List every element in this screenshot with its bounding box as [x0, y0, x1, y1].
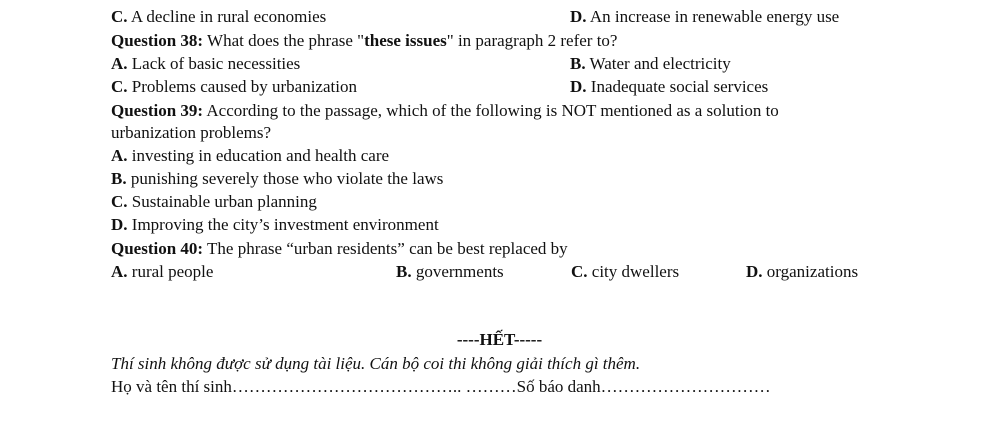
question-label: Question 38: — [111, 31, 204, 50]
option-text: organizations — [766, 262, 859, 281]
q40-stem — [111, 238, 568, 260]
exam-note: Thí sinh không được sử dụng tài liệu. Cán bộ coi thi không giải thích gì thêm. — [111, 354, 641, 373]
option-letter: C. — [571, 262, 588, 281]
option-letter: A. — [111, 146, 128, 165]
stem-emphasis: these issues — [364, 31, 447, 50]
q37-option-d — [570, 6, 839, 28]
q38-option-b — [570, 53, 731, 75]
option-letter: D. — [570, 77, 587, 96]
stem-text-before: What does the phrase " — [207, 31, 365, 50]
q39-option-a — [111, 145, 389, 167]
q39-option-d — [111, 214, 439, 236]
q39-option-b — [111, 168, 443, 190]
option-text: punishing severely those who violate the laws — [130, 169, 444, 188]
q39-stem-line2 — [111, 122, 271, 144]
option-text: investing in education and health care — [131, 146, 390, 165]
stem-text: The phrase “urban residents” can be best replaced by — [207, 239, 568, 258]
option-text: rural people — [131, 262, 214, 281]
end-mark: ----HẾT----- — [456, 330, 543, 349]
option-letter: B. — [570, 54, 586, 73]
option-text: Problems caused by urbanization — [131, 77, 357, 96]
option-text: Sustainable urban planning — [131, 192, 317, 211]
option-letter: A. — [111, 262, 128, 281]
stem-text: urbanization problems? — [111, 123, 272, 142]
option-letter: C. — [111, 192, 128, 211]
q38-stem — [111, 30, 617, 52]
option-text: Lack of basic necessities — [131, 54, 301, 73]
option-letter: D. — [746, 262, 763, 281]
q39-stem-line1 — [111, 100, 779, 122]
question-label: Question 39: — [111, 101, 204, 120]
option-letter: D. — [111, 215, 128, 234]
question-label: Question 40: — [111, 239, 204, 258]
option-letter: B. — [396, 262, 412, 281]
stem-text: According to the passage, which of the following is NOT mentioned as a solution to — [206, 101, 779, 120]
option-text: governments — [415, 262, 504, 281]
q38-option-d — [570, 76, 768, 98]
option-text: Inadequate social services — [590, 77, 769, 96]
q37-option-c — [111, 6, 326, 28]
q40-option-b — [396, 261, 504, 283]
option-text: A decline in rural economies — [130, 7, 327, 26]
q40-option-d — [746, 261, 858, 283]
option-text: Water and electricity — [589, 54, 731, 73]
q38-option-a — [111, 53, 300, 75]
option-text: Improving the city’s investment environment — [131, 215, 439, 234]
option-text: An increase in renewable energy use — [589, 7, 840, 26]
candidate-info-line: Họ và tên thí sinh………………………………….. ………Số báo danh………………………… — [111, 377, 771, 396]
stem-text-after: " in paragraph 2 refer to? — [446, 31, 618, 50]
option-letter: B. — [111, 169, 127, 188]
q39-option-c — [111, 191, 317, 213]
option-letter: C. — [111, 77, 128, 96]
q38-option-c — [111, 76, 357, 98]
option-letter: A. — [111, 54, 128, 73]
option-letter: D. — [570, 7, 587, 26]
option-text: city dwellers — [591, 262, 680, 281]
q40-option-a — [111, 261, 213, 283]
q40-option-c — [571, 261, 679, 283]
option-letter: C. — [111, 7, 128, 26]
